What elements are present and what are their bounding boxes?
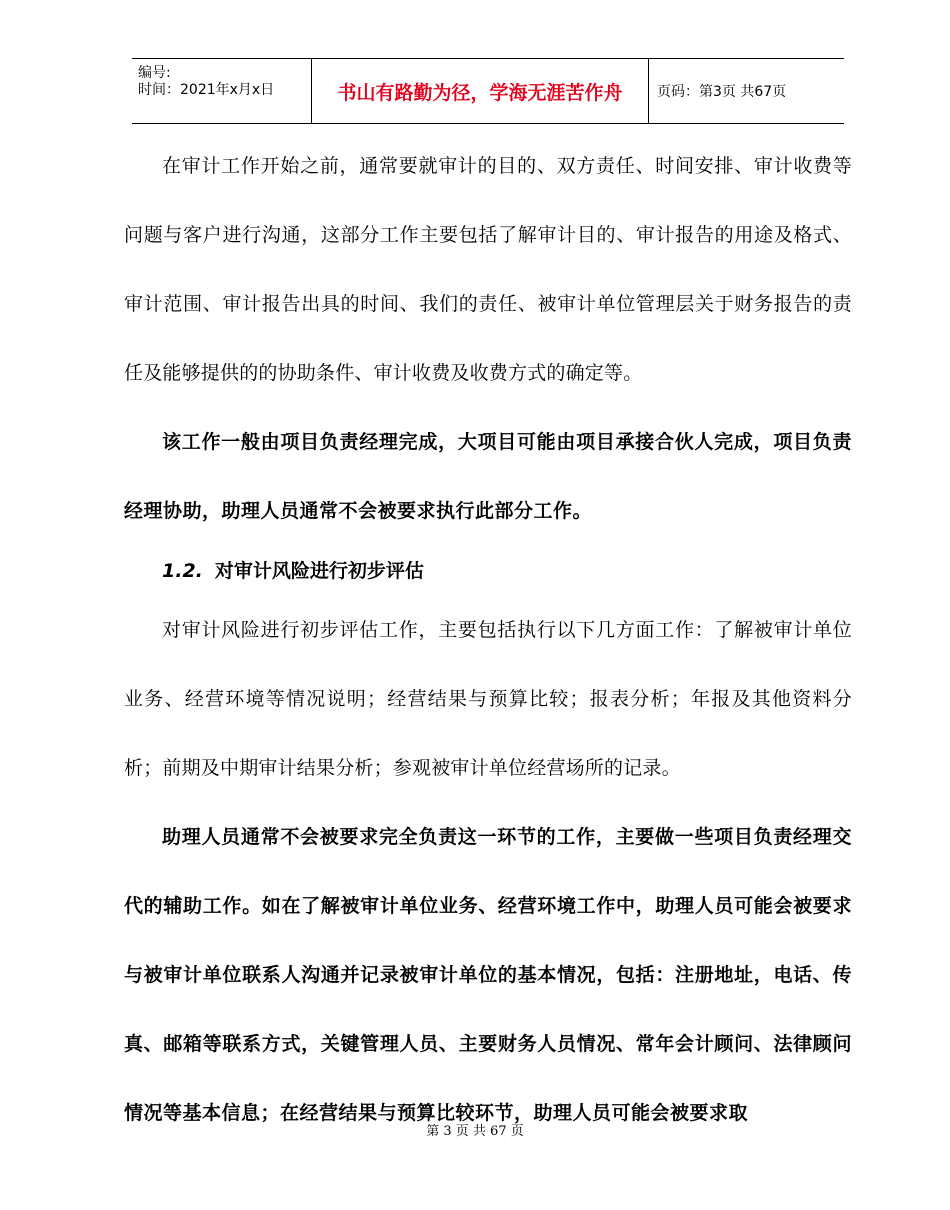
section-title: 对审计风险进行初步评估 — [214, 560, 424, 582]
header-page-info: 页码：第3页 共67页 — [657, 84, 787, 100]
paragraph: 在审计工作开始之前，通常要就审计的目的、双方责任、时间安排、审计收费等问题与客户进行沟通，这部分工作主要包括了解审计目的、审计报告的用途及格式、审计范围、审计报告出具的时间、我们的责任、被审计单位管理层关于财务报告的责任及能够提供的的协助条件、审计收费及收费方式的确定等。 — [124, 155, 852, 384]
paragraph: 该工作一般由项目负责经理完成，大项目可能由项目承接合伙人完成，项目负责经理协助，助理人员通常不会被要求执行此部分工作。 — [124, 431, 852, 522]
paragraph: 助理人员通常不会被要求完全负责这一环节的工作，主要做一些项目负责经理交代的辅助工作。如在了解被审计单位业务、经营环境工作中，助理人员可能会被要求与被审计单位联系人沟通并记录被审计单位的基本情况，包括：注册地址，电话、传真、邮箱等联系方式，关键管理人员、主要财务人员情况、常年会计顾问、法律顾问情况等基本信息；在经营结果与预算比较环节，助理人员可能会被要求取 — [124, 826, 852, 1124]
document-date: 时间：2021年x月x日 — [138, 82, 275, 98]
section-number: 1.2. — [162, 560, 203, 582]
paragraph: 对审计风险进行初步评估工作，主要包括执行以下几方面工作：了解被审计单位业务、经营环境等情况说明；经营结果与预算比较；报表分析；年报及其他资料分析；前期及中期审计结果分析；参观被审计单位经营场所的记录。 — [124, 619, 852, 779]
document-body — [124, 132, 852, 1148]
header-meta — [132, 59, 312, 123]
header-motto: 书山有路勤为径，学海无涯苦作舟 — [312, 59, 649, 123]
document-number-label: 编号: — [138, 65, 171, 81]
section-heading — [124, 546, 852, 596]
page-header — [132, 58, 844, 124]
page-footer: 第 3 页 共 67 页 — [426, 1124, 524, 1139]
